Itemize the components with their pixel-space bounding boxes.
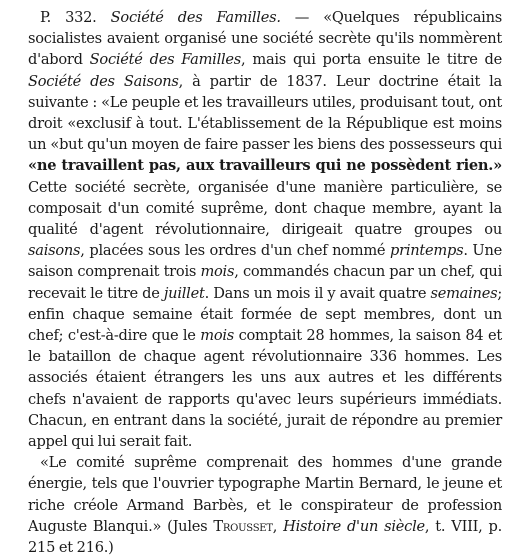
italic-term: juillet [163,284,205,302]
italic-term: mois [200,263,235,281]
italic-term: Société des Saisons [28,72,179,90]
section-title: Société des Familles. [110,9,281,26]
text-run: — «Quelques républicains socialistes avaient organisé une société secrète qu'ils nommèrent d'abord [28,9,502,69]
text-run: comptait 28 hommes, la saison 84 et le bataillon de chaque agent révolutionnaire 336 hommes. Les associés étaient étrangers les uns aux autres et les différents chefs n'avaient de rapports qu'avec leurs supérieurs immédiats. Chacun, en entrant dans la société, jurait de répondre au premier appel qui lui serait fait. [28,327,502,451]
paragraph-1 [28,7,502,452]
text-run: , t. VIII, p. 215 et 216.) [28,517,502,557]
text-block [28,7,502,558]
text-run: , commandés chacun par un chef, qui recevait le titre de [28,263,502,302]
text-run: Cette société secrète, organisée d'une manière particulière, se composait d'un comité suprême, dont chaque membre, ayant la qualité d'agent révolutionnaire, dirigeait quatre groupes ou [28,178,502,239]
page-reference: P. 332. [40,9,97,26]
italic-term: mois [200,327,235,345]
text-run: . Une saison comprenait trois [28,242,502,281]
bold-quote: «ne travaillent pas, aux travailleurs qui ne possèdent rien.» [28,157,502,175]
citation-author: Trousset [213,517,273,535]
italic-term: saisons [28,242,81,260]
text-run: , mais qui porta ensuite le titre de [241,51,502,69]
italic-term: Société des Familles [89,51,242,69]
italic-term: printemps [390,242,464,260]
italic-term: semaines [430,284,498,302]
text-run: , à partir de 1837. Leur doctrine était la suivante : «Le peuple et les travailleurs utiles, produisant tout, ont droit «exclusif à tout. L'établissement de la République est moins un «but qu'un moyen de faire passer les biens des possesseurs qui [28,72,502,154]
citation-work-title: Histoire d'un siècle [283,517,425,535]
paragraph-2 [28,452,502,558]
text-run: , [272,517,284,535]
text-run: «Le comité suprême comprenait des hommes d'une grande énergie, tels que l'ouvrier typographe Martin Bernard, le jeune et riche créole Armand Barbès, et le conspirateur de profession Auguste Blanqui.» (Jules [28,454,502,535]
text-run: , placées sous les ordres d'un chef nommé [80,242,391,260]
text-run: . Dans un mois il y avait quatre [204,284,431,302]
text-run: ; enfin chaque semaine était formée de sept membres, dont un chef; c'est-à-dire que le [28,284,502,345]
